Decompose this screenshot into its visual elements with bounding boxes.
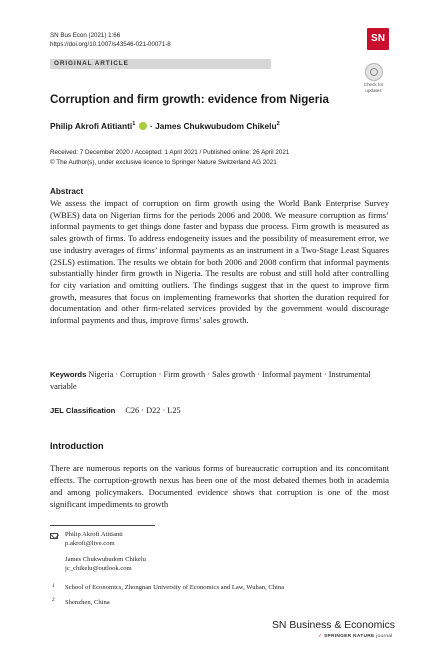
author-contact bbox=[65, 556, 146, 573]
affiliation-marker: 2 bbox=[276, 121, 280, 128]
check-for-label: Check for bbox=[363, 82, 384, 87]
journal-citation-line: SN Bus Econ (2021) 1:66 bbox=[50, 32, 121, 39]
footnote-divider bbox=[50, 525, 155, 526]
abstract-text: We assess the impact of corruption on firm growth using the World Bank Enterprise Survey (WBES) data on Nigerian firms for the periods 2006 and 2008. We measure corruption as firms’ informal payments to get things done faster and bypass due process. Firm growth is measured as sales growth of firms. To address endogeneity issues and the possibility of measurement error, we use industry averages of firms’ informal payments as an instrument in a Two-Stage Least Squares (2SLS) estimation. The results we obtain for both 2006 and 2008 confirm that informal payments substantially hinder firm growth in Nigeria. The results are robust and still hold after controlling for city variation and omitting outliers. The findings suggest that in the quest to improve firm growth, measures that focus on implementing frameworks that shorten the duration required for documentation and other firm-related services provided by the government would discourage informal payments and thus, improve firms’ sales growth. bbox=[50, 198, 389, 326]
jel-label: JEL Classification bbox=[50, 406, 116, 415]
contact-name: James Chukwubudom Chikelu bbox=[65, 556, 146, 563]
copyright-line: © The Author(s), under exclusive licence to Springer Nature Switzerland AG 2021 bbox=[50, 158, 277, 166]
jel-classification bbox=[50, 405, 389, 416]
contact-email[interactable]: p.akrofi@live.com bbox=[65, 539, 115, 547]
affiliation-marker: 1 bbox=[132, 121, 136, 128]
publisher-suffix: journal bbox=[376, 634, 393, 639]
paper-title: Corruption and firm growth: evidence from Nigeria bbox=[50, 93, 329, 106]
abstract-heading: Abstract bbox=[50, 187, 84, 196]
introduction-text: There are numerous reports on the various forms of bureaucratic corruption and its concomitant effects. The corruption-growth nexus has been one of the most debated themes both in academia and among policymakers. Documented evidence shows that corruption is one of the most significant impediments to growth bbox=[50, 463, 389, 509]
jel-codes: C26 · D22 · L25 bbox=[125, 406, 181, 415]
publication-dates bbox=[50, 148, 289, 167]
publisher-brand bbox=[318, 634, 393, 640]
updates-label: updates bbox=[365, 88, 382, 93]
orcid-icon[interactable] bbox=[139, 122, 147, 130]
check-for-updates-badge[interactable] bbox=[358, 63, 389, 95]
keywords-label: Keywords bbox=[50, 370, 87, 379]
affiliation-number: 1 bbox=[52, 583, 55, 589]
publisher-name: SPRINGER NATURE bbox=[323, 634, 375, 639]
doi-link[interactable]: https://doi.org/10.1007/s43546-021-00071-8 bbox=[50, 41, 171, 48]
mail-icon bbox=[50, 533, 58, 539]
introduction-heading: Introduction bbox=[50, 441, 104, 451]
article-type-label: ORIGINAL ARTICLE bbox=[54, 60, 129, 67]
update-icon bbox=[365, 63, 383, 81]
keywords-list: Nigeria · Corruption · Firm growth · Sales growth · Informal payment · Instrumental variable bbox=[50, 370, 371, 391]
author-name[interactable]: Philip Akrofi Atitianti bbox=[50, 121, 133, 131]
history-dates: Received: 7 December 2020 / Accepted: 1 April 2021 / Published online: 26 April 2021 bbox=[50, 149, 290, 156]
keywords bbox=[50, 369, 389, 392]
journal-brand: SN Business & Economics bbox=[272, 620, 396, 631]
affiliation-number: 2 bbox=[52, 597, 55, 603]
affiliation-text: School of Economics, Zhongnan University of Economics and Law, Wuhan, China bbox=[65, 584, 285, 591]
contact-email[interactable]: jc_chikelu@outlook.com bbox=[65, 564, 132, 572]
journal-logo: SN bbox=[367, 28, 389, 50]
publisher-check-icon: ✓ bbox=[318, 634, 323, 639]
affiliation-text: Shenzhen, China bbox=[65, 599, 110, 606]
journal-citation bbox=[50, 31, 171, 49]
author-separator: · bbox=[149, 121, 153, 131]
author-name[interactable]: James Chukwubudom Chikelu bbox=[155, 121, 277, 131]
contact-name: Philip Akrofi Atitianti bbox=[65, 531, 123, 538]
author-list bbox=[50, 121, 390, 132]
author-contact bbox=[65, 531, 123, 548]
